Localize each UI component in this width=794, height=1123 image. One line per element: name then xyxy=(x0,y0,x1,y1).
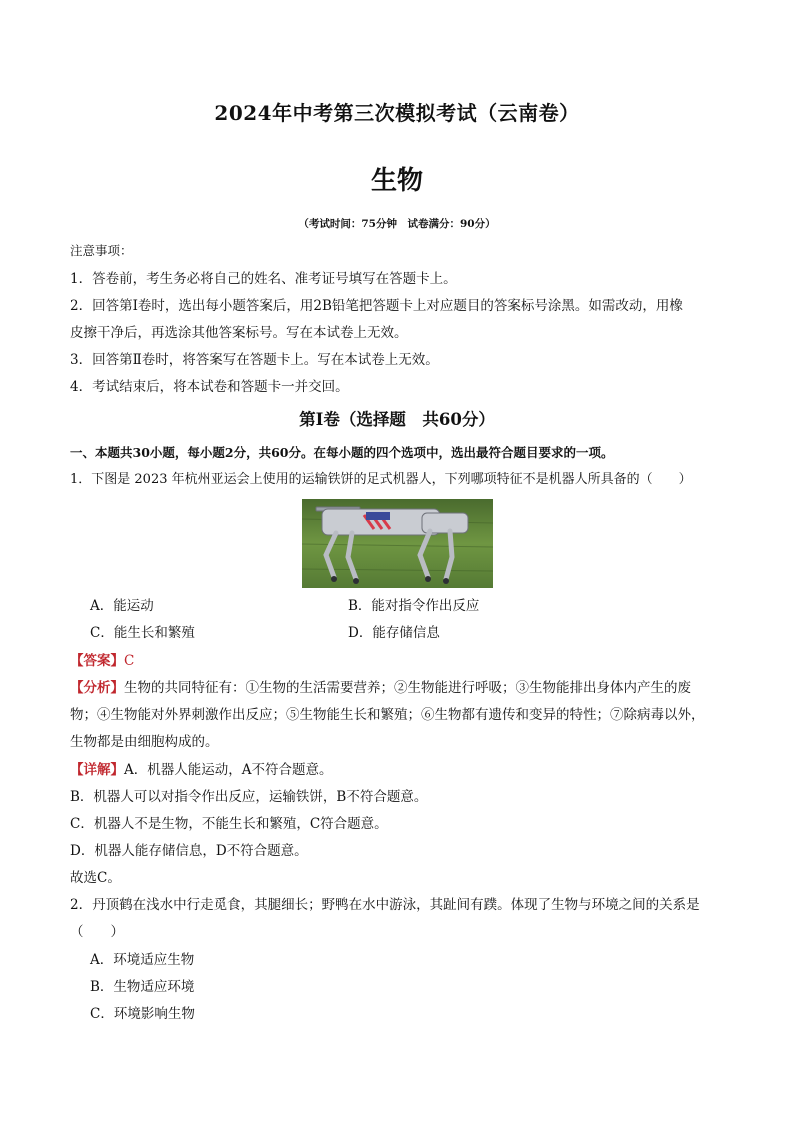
exam-meta: （考试时间：75分钟 试卷满分：90分） xyxy=(298,218,496,230)
q1-option-c: C．能生长和繁殖 xyxy=(90,625,195,641)
q1-analysis-line-1 xyxy=(70,678,691,698)
q1-option-b: B．能对指令作出反应 xyxy=(348,598,480,614)
notes-heading: 注意事项： xyxy=(70,243,133,258)
detail-tag: 【详解】 xyxy=(70,762,124,778)
question-2-stem-line-2: （ ） xyxy=(70,924,124,940)
q2-option-c: C．环境影响生物 xyxy=(90,1006,195,1022)
q1-detail-c: C．机器人不是生物，不能生长和繁殖，C符合题意。 xyxy=(70,816,388,832)
note-item-4: 4．考试结束后，将本试卷和答题卡一并交回。 xyxy=(70,379,349,395)
q1-option-a: A．能运动 xyxy=(90,598,154,614)
note-item-3: 3．回答第Ⅱ卷时，将答案写在答题卡上。写在本试卷上无效。 xyxy=(70,352,439,368)
answer-value: C xyxy=(124,653,135,669)
section-title: 第Ⅰ卷（选择题 共60分） xyxy=(299,410,495,429)
section-instruction: 一、本题共30小题，每小题2分，共60分。在每小题的四个选项中，选出最符合题目要求的一项。 xyxy=(70,445,614,460)
q2-option-b: B．生物适应环境 xyxy=(90,979,195,995)
q1-detail-a xyxy=(70,760,333,780)
analysis-tag: 【分析】 xyxy=(70,680,124,696)
q1-conclusion: 故选C。 xyxy=(70,870,121,886)
note-item-2-cont: 皮擦干净后，再选涂其他答案标号。写在本试卷上无效。 xyxy=(70,325,408,341)
question-1-stem: 1．下图是 2023 年杭州亚运会上使用的运输铁饼的足式机器人，下列哪项特征不是机器人所具备的（ ） xyxy=(70,472,692,487)
note-item-1: 1．答卷前，考生务必将自己的姓名、准考证号填写在答题卡上。 xyxy=(70,271,457,287)
answer-tag: 【答案】 xyxy=(70,653,124,669)
robot-dog-image xyxy=(302,499,493,588)
exam-title: 2024年中考第三次模拟考试（云南卷） xyxy=(214,101,580,125)
analysis-text-1: 生物的共同特征有：①生物的生活需要营养；②生物能进行呼吸；③生物能排出身体内产生的废 xyxy=(124,680,691,696)
detail-a-text: A．机器人能运动，A不符合题意。 xyxy=(124,762,333,778)
q1-analysis-line-2: 物；④生物能对外界刺激作出反应；⑤生物能生长和繁殖；⑥生物都有遗传和变异的特性；⑦除病毒以外， xyxy=(70,707,705,723)
q1-answer xyxy=(70,651,134,671)
robot-dog-illustration xyxy=(302,499,493,588)
subject-title: 生物 xyxy=(370,166,423,196)
q1-analysis-line-3: 生物都是由细胞构成的。 xyxy=(70,734,219,750)
q2-option-a: A．环境适应生物 xyxy=(90,952,195,968)
q1-detail-b: B．机器人可以对指令作出反应，运输铁饼，B不符合题意。 xyxy=(70,789,428,805)
question-2-stem-line-1: 2．丹顶鹤在浅水中行走觅食，其腿细长；野鸭在水中游泳，其趾间有蹼。体现了生物与环境之间的关系是 xyxy=(70,897,700,913)
note-item-2: 2．回答第Ⅰ卷时，选出每小题答案后，用2B铅笔把答题卡上对应题目的答案标号涂黑。如需改动，用橡 xyxy=(70,298,683,314)
q1-detail-d: D．机器人能存储信息，D不符合题意。 xyxy=(70,843,308,859)
q1-option-d: D．能存储信息 xyxy=(348,625,440,641)
